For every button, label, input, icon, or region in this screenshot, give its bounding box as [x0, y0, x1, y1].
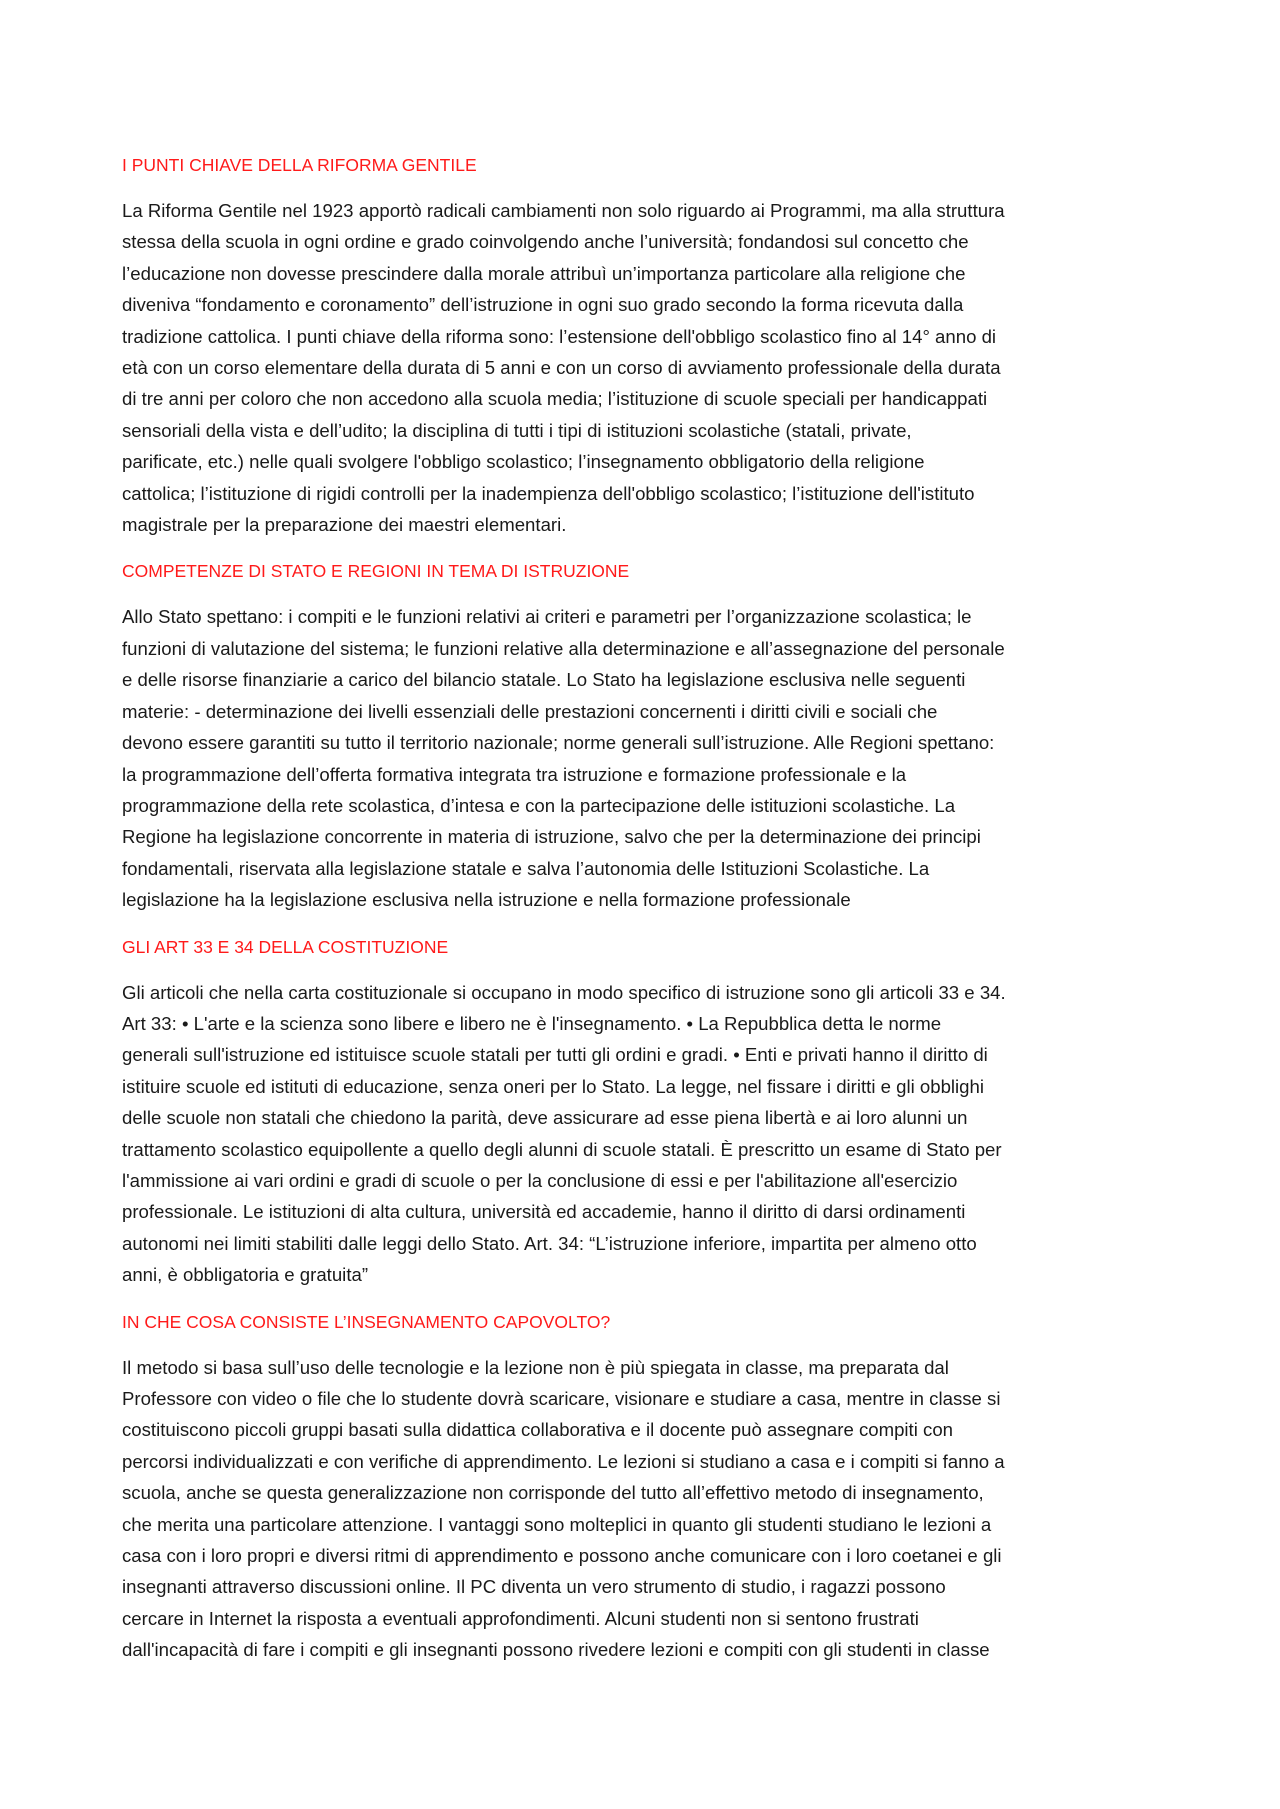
text-line: delle scuole non statali che chiedono la parità, deve assicurare ad esse piena libertà e ai loro alunni un — [122, 1107, 968, 1129]
text-line: Allo Stato spettano: i compiti e le funzioni relativi ai criteri e parametri per l’organizzazione scolastica; le — [122, 606, 972, 628]
text-line: la programmazione dell’offerta formativa integrata tra istruzione e formazione professionale e la — [122, 763, 907, 785]
text-line: devono essere garantiti su tutto il territorio nazionale; norme generali sull’istruzione. Alle Regioni spettano: — [122, 732, 995, 754]
text-line: dall'incapacità di fare i compiti e gli insegnanti possono rivedere lezioni e compiti con gli studenti in classe — [122, 1639, 990, 1661]
text-line: scuola, anche se questa generalizzazione non corrisponde del tutto all’effettivo metodo di insegnamento, — [122, 1482, 984, 1504]
section-heading: I PUNTI CHIAVE DELLA RIFORMA GENTILE — [122, 155, 477, 175]
section-heading: GLI ART 33 E 34 DELLA COSTITUZIONE — [122, 936, 449, 957]
text-line: Professore con video o file che lo studente dovrà scaricare, visionare e studiare a casa, mentre in classe si — [122, 1388, 1001, 1409]
section-insegnamento-capovolto — [122, 1307, 1167, 1666]
text-line: tradizione cattolica. I punti chiave della riforma sono: l’estensione dell'obbligo scolastico fino al 14° anno di — [122, 325, 997, 347]
text-line: fondamentali, riservata alla legislazione statale e salva l’autonomia delle Istituzioni Scolastiche. La — [122, 857, 930, 879]
text-line: autonomi nei limiti stabiliti dalle leggi dello Stato. Art. 34: “L’istruzione inferiore, impartita per almeno otto — [122, 1232, 977, 1254]
text-line: costituiscono piccoli gruppi basati sulla didattica collaborativa e il docente può assegnare compiti con — [122, 1419, 953, 1441]
text-line: cattolica; l’istituzione di rigidi controlli per la inadempienza dell'obbligo scolastico; l’istituzione dell'istituto — [122, 482, 975, 504]
text-line: e delle risorse finanziarie a carico del bilancio statale. Lo Stato ha legislazione esclusiva nelle seguenti — [122, 669, 966, 691]
text-line: l'ammissione ai vari ordini e gradi di scuole o per la conclusione di essi e per l'abilitazione all'esercizio — [122, 1169, 958, 1191]
text-line: diveniva “fondamento e coronamento” dell’istruzione in ogni suo grado secondo la forma ricevuta dalla — [122, 294, 964, 316]
section-riforma-gentile — [122, 150, 1167, 540]
text-line: La Riforma Gentile nel 1923 apportò radicali cambiamenti non solo riguardo ai Programmi, ma alla struttura — [122, 200, 1005, 221]
text-line: percorsi individualizzati e con verifiche di apprendimento. Le lezioni si studiano a casa e i compiti si fanno a — [122, 1450, 1005, 1472]
section-paragraph — [122, 1352, 1167, 1666]
text-line: materie: - determinazione dei livelli essenziali delle prestazioni concernenti i diritti civili e sociali che — [122, 700, 938, 722]
text-line: che merita una particolare attenzione. I vantaggi sono molteplici in quanto gli studenti studiano le lezioni a — [122, 1513, 992, 1535]
text-line: sensoriali della vista e dell’udito; la disciplina di tutti i tipi di istituzioni scolastiche (statali, private, — [122, 419, 912, 441]
text-line: casa con i loro propri e diversi ritmi di apprendimento e possono anche comunicare con i loro coetanei e gli — [122, 1545, 1002, 1567]
section-costituzione — [122, 932, 1167, 1291]
text-line: istituire scuole ed istituti di educazione, senza oneri per lo Stato. La legge, nel fissare i diritti e gli obblighi — [122, 1075, 984, 1097]
text-line: generali sull'istruzione ed istituisce scuole statali per tutti gli ordini e gradi. • Enti e privati hanno il diritto di — [122, 1044, 988, 1066]
text-line: Il metodo si basa sull’uso delle tecnologie e la lezione non è più spiegata in classe, ma preparata dal — [122, 1356, 949, 1378]
text-line: l’educazione non dovesse prescindere dalla morale attribuì un’importanza particolare alla religione che — [122, 262, 966, 284]
text-line: Art 33: • L'arte e la scienza sono libere e libero ne è l'insegnamento. • La Repubblica detta le norme — [122, 1012, 942, 1034]
section-paragraph — [122, 601, 1167, 915]
document-page — [122, 150, 1167, 1682]
text-line: di tre anni per coloro che non accedono alla scuola media; l’istituzione di scuole speciali per handicappati — [122, 388, 988, 410]
text-line: insegnanti attraverso discussioni online. Il PC diventa un vero strumento di studio, i ragazzi possono — [122, 1576, 946, 1598]
text-line: parificate, etc.) nelle quali svolgere l'obbligo scolastico; l’insegnamento obbligatorio della religione — [122, 451, 925, 473]
section-heading: IN CHE COSA CONSISTE L’INSEGNAMENTO CAPOVOLTO? — [122, 1311, 611, 1332]
section-heading: COMPETENZE DI STATO E REGIONI IN TEMA DI ISTRUZIONE — [122, 561, 630, 582]
text-line: magistrale per la preparazione dei maestri elementari. — [122, 514, 567, 536]
text-line: programmazione della rete scolastica, d’intesa e con la partecipazione delle istituzioni scolastiche. La — [122, 794, 956, 816]
section-paragraph — [122, 195, 1167, 540]
text-line: Gli articoli che nella carta costituzionale si occupano in modo specifico di istruzione sono gli articoli 33 e 34. — [122, 981, 1006, 1003]
text-line: funzioni di valutazione del sistema; le funzioni relative alla determinazione e all’assegnazione del personale — [122, 637, 1005, 659]
text-line: stessa della scuola in ogni ordine e grado coinvolgendo anche l’università; fondandosi sul concetto che — [122, 231, 969, 253]
text-line: professionale. Le istituzioni di alta cultura, università ed accademie, hanno il diritto di darsi ordinamenti — [122, 1201, 966, 1223]
text-line: anni, è obbligatoria e gratuita” — [122, 1264, 369, 1286]
text-line: età con un corso elementare della durata di 5 anni e con un corso di avviamento professionale della durata — [122, 357, 1001, 379]
text-line: cercare in Internet la risposta a eventuali approfondimenti. Alcuni studenti non si sentono frustrati — [122, 1607, 919, 1629]
section-competenze — [122, 556, 1167, 915]
text-line: Regione ha legislazione concorrente in materia di istruzione, salvo che per la determinazione dei principi — [122, 826, 981, 848]
text-line: legislazione ha la legislazione esclusiva nella istruzione e nella formazione professionale — [122, 889, 851, 911]
text-line: trattamento scolastico equipollente a quello degli alunni di scuole statali. È prescritto un esame di Stato per — [122, 1138, 1002, 1160]
section-paragraph — [122, 977, 1167, 1291]
